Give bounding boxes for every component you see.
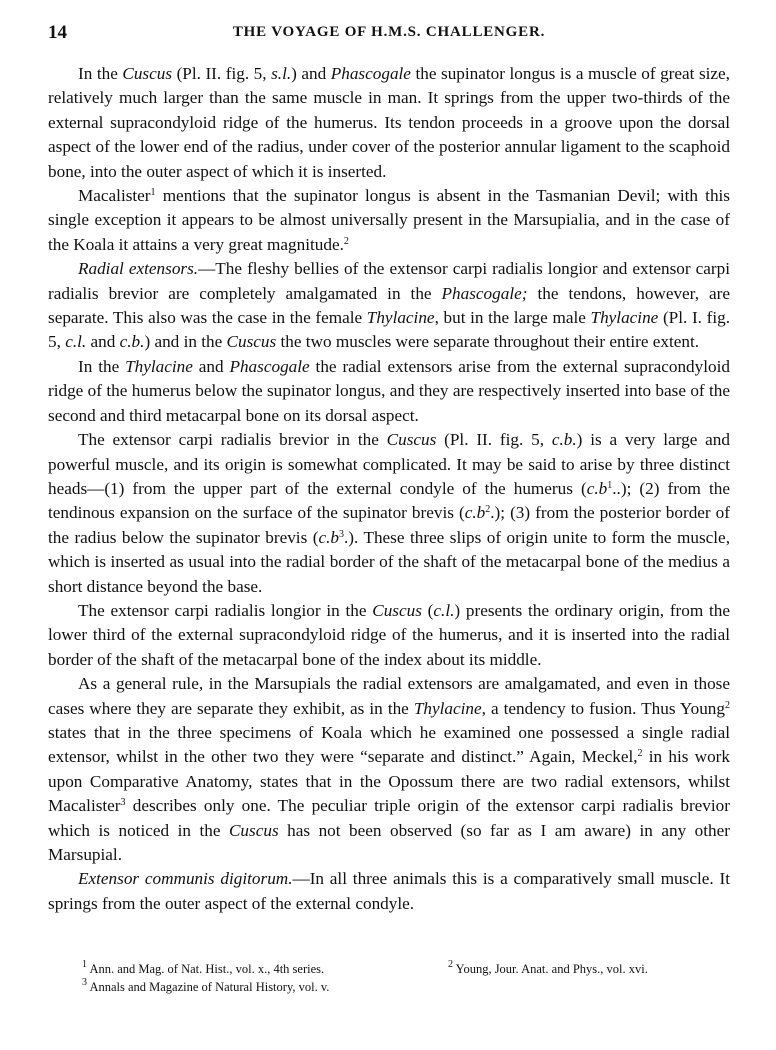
text-run: (Pl. II. fig. 5, <box>172 64 272 83</box>
text-run: ( <box>421 600 434 620</box>
paragraph <box>48 62 730 184</box>
text-run: In the <box>78 64 123 83</box>
text-run: describes only one. The peculiar triple origin of the extensor carpi radialis brevior which is noticed in the <box>48 796 730 840</box>
text-run: ) and <box>291 64 331 83</box>
italic-text: c.l. <box>433 600 455 620</box>
text-run: the radial extensors arise from the external supracondyloid ridge of the humerus below the supinator longus, and they are respectively inserted into base of the second and third metacarpal bone on its dorsal aspect. <box>48 356 730 425</box>
running-header <box>48 22 730 46</box>
italic-text: Phascogale <box>229 356 310 376</box>
footnote-ref: 2 <box>725 699 730 711</box>
text-run: .). These three slips of origin unite to form the muscle, which is inserted as usual into the radial border of the shaft of the metacarpal bone of the medius a short distance beyond the base. <box>48 527 730 596</box>
italic-text: Cuscus <box>122 64 173 83</box>
text-run: and <box>192 356 230 376</box>
footnote-text: Ann. and Mag. of Nat. Hist., vol. x., 4th series. <box>89 962 325 976</box>
footnote-ref: 1 <box>607 479 613 491</box>
text-run: In the <box>78 356 126 376</box>
italic-text: Thylacine <box>366 308 435 328</box>
text-run: ) and in the <box>144 332 227 352</box>
paragraph <box>48 867 730 916</box>
footnote <box>448 960 648 978</box>
footnote-text: Annals and Magazine of Natural History, vol. v. <box>89 980 330 994</box>
footnote-mark: 3 <box>82 977 87 988</box>
paragraph <box>48 428 730 599</box>
footnote-ref: 2 <box>485 504 491 516</box>
text-run: the two muscles were separate throughout their entire extent. <box>276 332 700 352</box>
text-run: the supinator longus is a muscle of great size, relatively much larger than the same muscle in man. It springs from the upper two-thirds of the external supracondyloid ridge of the humerus. Its tendon proceeds in a groove upon the dorsal aspect of the lower end of the radius, under cover of the posterior annular ligament to the scaphoid bone, into the outer aspect of which it is inserted. <box>48 64 730 181</box>
text-run: As a general rule, in the Marsupials the radial extensors are amalgamated, and even in those cases where they are separate they exhibit, as in the <box>48 674 730 718</box>
text-run: (Pl. I. fig. 5, <box>48 308 731 352</box>
italic-text: Radial extensors. <box>78 259 199 279</box>
italic-text: Phascogale <box>330 64 411 83</box>
footnote-ref: 2 <box>343 235 349 247</box>
italic-text: c.b <box>318 527 339 547</box>
footnote <box>82 978 329 996</box>
running-title: THE VOYAGE OF H.M.S. CHALLENGER. <box>232 24 546 40</box>
text-run: the tendons, however, are separate. This also was the case in the female <box>48 283 730 328</box>
text-run: The extensor carpi radialis longior in the <box>78 600 373 620</box>
text-run: Macalister <box>78 186 151 206</box>
italic-text: c.b. <box>119 332 145 352</box>
footnote-mark: 1 <box>82 959 87 970</box>
italic-text: c.b. <box>551 430 577 450</box>
paragraph <box>48 257 730 355</box>
italic-text: Thylacine <box>413 698 482 718</box>
italic-text: Phascogale; <box>441 283 528 303</box>
footnote-ref: 2 <box>637 748 643 760</box>
text-run: has not been observed (so far as I am aware) in any other Marsupial. <box>48 820 730 864</box>
italic-text: Extensor communis digitorum. <box>78 869 293 889</box>
page-number: 14 <box>48 22 67 43</box>
italic-text: Thylacine <box>590 308 659 328</box>
italic-text: s.l. <box>271 64 292 83</box>
italic-text: c.l. <box>65 332 87 352</box>
italic-text: c.b <box>586 478 608 498</box>
text-run: ) presents the ordinary origin, from the lower third of the external supracondyloid ridge of the humerus, and it is inserted into the radial border of the shaft of the metacarpal bone of the index about its middle. <box>48 600 731 669</box>
italic-text: c.b <box>464 503 486 523</box>
text-run: The extensor carpi radialis brevior in the <box>78 430 387 450</box>
text-run: mentions that the supinator longus is absent in the Tasmanian Devil; with this single exception it appears to be almost universally present in the Marsupialia, and in the case of the Koala it attains a very great magnitude. <box>48 186 730 254</box>
footnote-mark: 2 <box>448 959 453 970</box>
italic-text: Cuscus <box>228 820 279 840</box>
footnote-ref: 1 <box>150 187 156 199</box>
paragraph <box>48 184 730 257</box>
footnote-text: Young, Jour. Anat. and Phys., vol. xvi. <box>455 962 648 976</box>
italic-text: Cuscus <box>226 332 277 352</box>
footnote-ref: 3 <box>338 528 344 540</box>
footnote <box>82 960 324 978</box>
paragraph <box>48 672 730 867</box>
paragraph <box>48 355 730 428</box>
text-run: , a tendency to fusion. Thus Young <box>481 698 725 718</box>
text-run: , but in the large male <box>434 308 591 328</box>
text-run: .); (3) from the posterior border of the radius below the supinator brevis ( <box>48 503 730 547</box>
text-run: ) is a very large and powerful muscle, and its origin is somewhat complicated. It may be said to arise by three distinct heads—(1) from the upper part of the external condyle of the humerus ( <box>48 430 730 498</box>
text-run: . <box>612 478 617 498</box>
italic-text: Cuscus <box>386 430 437 450</box>
text-run: —In all three animals this is a comparatively small muscle. It springs from the outer aspect of the external condyle. <box>48 869 730 913</box>
text-run: in his work upon Comparative Anatomy, states that in the Opossum there are two radial extensors, whilst Macalister <box>48 747 730 816</box>
italic-text: Thylacine <box>125 356 193 376</box>
footnote-ref: 3 <box>120 797 126 809</box>
paragraph <box>48 599 730 672</box>
text-run: (Pl. II. fig. 5, <box>436 430 552 450</box>
text-run: .); (2) from the tendinous expansion on the surface of the supinator brevis ( <box>48 478 730 523</box>
text-run: and <box>86 332 120 352</box>
body-text <box>48 62 730 916</box>
italic-text: Cuscus <box>372 600 422 620</box>
text-run: states that in the three specimens of Koala which he examined one possessed a single radial extensor, whilst in the other two they were “separate and distinct.” Again, Meckel, <box>48 722 730 767</box>
text-run: —The fleshy bellies of the extensor carpi radialis longior and extensor carpi radialis brevior are completely amalgamated in the <box>48 259 730 303</box>
